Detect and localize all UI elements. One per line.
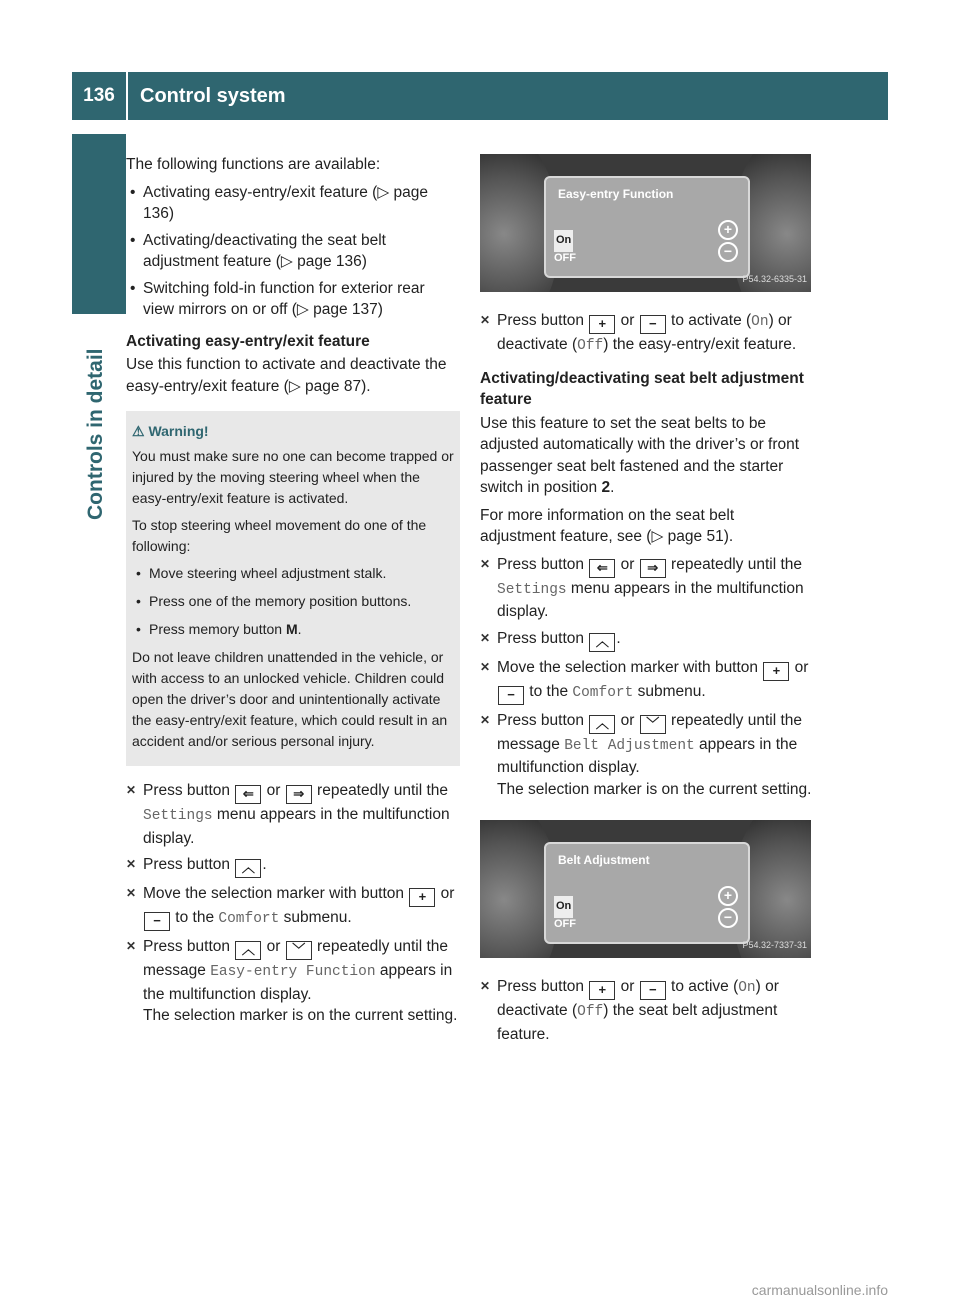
warning-text: You must make sure no one can become trapped or injured by the moving steering wheel when the easy-entry/exit feature is activated. [132, 448, 454, 506]
header-divider [126, 72, 128, 120]
up-button-icon: ︿ [235, 859, 261, 878]
plus-circle-icon: + [718, 220, 738, 240]
text: Press button [143, 856, 235, 873]
page-title: Control system [140, 84, 286, 107]
minus-button-icon: − [498, 686, 524, 705]
display-title: Easy-entry Function [558, 187, 674, 201]
text: Press button [143, 938, 235, 955]
text: Press button [497, 555, 589, 573]
up-button-icon: ︿ [589, 633, 615, 652]
text: appears in the multifunction display. [497, 735, 798, 776]
minus-button-icon: − [144, 912, 170, 931]
display-on: On [554, 896, 573, 918]
image-code: P54.32-6335-31 [742, 273, 807, 284]
text: Press button [497, 711, 589, 729]
text: to the [525, 682, 573, 700]
plus-button-icon: + [589, 981, 615, 1000]
text: to activate ( [666, 312, 752, 329]
minus-circle-icon: − [718, 908, 738, 928]
text: Press button [497, 629, 589, 647]
back-button-icon: ⇐ [235, 785, 261, 804]
page-number: 136 [83, 85, 115, 106]
text: submenu. [633, 682, 706, 700]
section-heading: Activating/deactivating seat belt adjustment feature [480, 369, 804, 408]
position-label: 2 [601, 479, 611, 496]
minus-circle-icon: − [718, 242, 738, 262]
display-text: Belt Adjustment [564, 737, 695, 754]
text: . [610, 479, 615, 496]
text: . [616, 629, 621, 647]
page-header [72, 72, 888, 120]
text: repeatedly until the [312, 782, 449, 799]
plus-button-icon: + [589, 315, 615, 334]
side-label: Controls in detail [84, 348, 107, 520]
warning-item [132, 619, 454, 640]
plus-button-icon: + [409, 888, 435, 907]
display-image [480, 154, 811, 292]
footer-watermark: carmanualsonline.info [751, 1282, 888, 1298]
step [480, 657, 814, 705]
display-text: On [738, 980, 756, 996]
text: Use this feature to set the seat belts to be adjusted automatically with the driver’s or front passenger seat belt fastened and the starter switch in position [480, 414, 800, 496]
section-heading: Activating easy-entry/exit feature [126, 332, 370, 350]
text: submenu. [279, 909, 352, 926]
up-button-icon: ︿ [589, 715, 615, 734]
display-text: Settings [143, 808, 213, 824]
text: or [616, 978, 639, 995]
display-image [480, 820, 811, 958]
step [480, 628, 814, 652]
display-off: OFF [554, 252, 576, 264]
left-column [126, 154, 460, 1032]
text: Press button [497, 312, 589, 329]
text: The selection marker is on the current setting. [143, 1007, 458, 1024]
step [126, 883, 460, 931]
display-text: Off [577, 338, 604, 354]
display-text: Comfort [572, 684, 634, 701]
text: Press memory button [149, 621, 286, 637]
text: ) or deactivate ( [497, 312, 792, 353]
plus-button-icon: + [763, 662, 789, 681]
text: ) the seat belt adjustment feature. [497, 1002, 778, 1043]
warning-title-text: Warning! [148, 423, 209, 439]
list-item: • Activating/deactivating the seat belt adjustment feature (▷ page 136) [126, 230, 460, 273]
up-button-icon: ︿ [235, 941, 261, 960]
warning-item: • Press one of the memory position buttons. [132, 591, 454, 612]
down-button-icon: ﹀ [286, 941, 312, 960]
text: or [616, 711, 639, 729]
back-button-icon: ⇐ [589, 559, 615, 578]
forward-button-icon: ⇒ [640, 559, 666, 578]
display-text: Easy-entry Function [210, 964, 376, 980]
section-text [480, 413, 814, 499]
text: Move the selection marker with button [497, 658, 763, 676]
text: menu appears in the multifunction display. [143, 806, 450, 847]
plus-circle-icon: + [718, 886, 738, 906]
step [480, 710, 814, 801]
minus-button-icon: − [640, 981, 666, 1000]
display-on: On [554, 230, 573, 252]
display-text: Settings [497, 581, 567, 598]
text: The selection marker is on the current setting. [497, 780, 812, 798]
display-text: On [751, 314, 769, 330]
minus-button-icon: − [640, 315, 666, 334]
warning-box [126, 411, 460, 766]
text: appears in the multifunction display. [143, 962, 453, 1003]
text: . [262, 856, 267, 873]
warning-text: Do not leave children unattended in the vehicle, or with access to an unlocked vehicle. Children could open the driver’s door and unintentionally activate the easy-entry/exit feature, which could result in an accident and/or serious personal injury. [132, 649, 448, 749]
step [126, 936, 460, 1027]
section-text: Use this function to activate and deactivate the easy-entry/exit feature (▷ page 87). [126, 356, 447, 395]
right-column [480, 154, 814, 1050]
multifunction-display [544, 176, 750, 278]
text: or [262, 782, 285, 799]
down-button-icon: ﹀ [640, 715, 666, 734]
warning-item: • Move steering wheel adjustment stalk. [132, 563, 454, 584]
forward-button-icon: ⇒ [286, 785, 312, 804]
text: Press button [143, 782, 235, 799]
display-title: Belt Adjustment [558, 853, 650, 867]
step [480, 976, 814, 1045]
text: ) the easy-entry/exit feature. [603, 336, 797, 353]
text: . [297, 621, 302, 637]
step [480, 554, 814, 623]
section-text: For more information on the seat belt adjustment feature, see (▷ page 51). [480, 506, 735, 545]
display-text: Comfort [218, 911, 280, 927]
text: Press button [497, 978, 589, 995]
text: Move the selection marker with button [143, 885, 409, 902]
image-code: P54.32-7337-31 [742, 939, 807, 950]
warning-text: To stop steering wheel movement do one of the following: [132, 517, 427, 554]
list-item: • Activating easy-entry/exit feature (▷ page 136) [126, 182, 460, 225]
text: or [790, 658, 809, 676]
text: or [262, 938, 285, 955]
text: menu appears in the multifunction display. [497, 579, 804, 620]
text: repeatedly until the message [497, 711, 803, 753]
step [480, 310, 814, 358]
text: repeatedly until the [666, 555, 803, 573]
text: or [616, 312, 639, 329]
step [126, 780, 460, 849]
list-item: • Switching fold-in function for exterior rear view mirrors on or off (▷ page 137) [126, 278, 460, 321]
text: to the [171, 909, 219, 926]
display-text: Off [577, 1004, 604, 1020]
text: ) or deactivate ( [497, 978, 779, 1019]
step [126, 854, 460, 878]
side-tab [72, 134, 126, 314]
intro-text: The following functions are available: [126, 156, 381, 173]
text: or [616, 555, 639, 573]
display-off: OFF [554, 918, 576, 930]
multifunction-display [544, 842, 750, 944]
text: repeatedly until the message [143, 938, 449, 979]
text: to active ( [666, 978, 739, 995]
text: or [436, 885, 455, 902]
warning-title: ⚠ Warning! [132, 423, 209, 439]
memory-button-label: M [285, 621, 298, 637]
